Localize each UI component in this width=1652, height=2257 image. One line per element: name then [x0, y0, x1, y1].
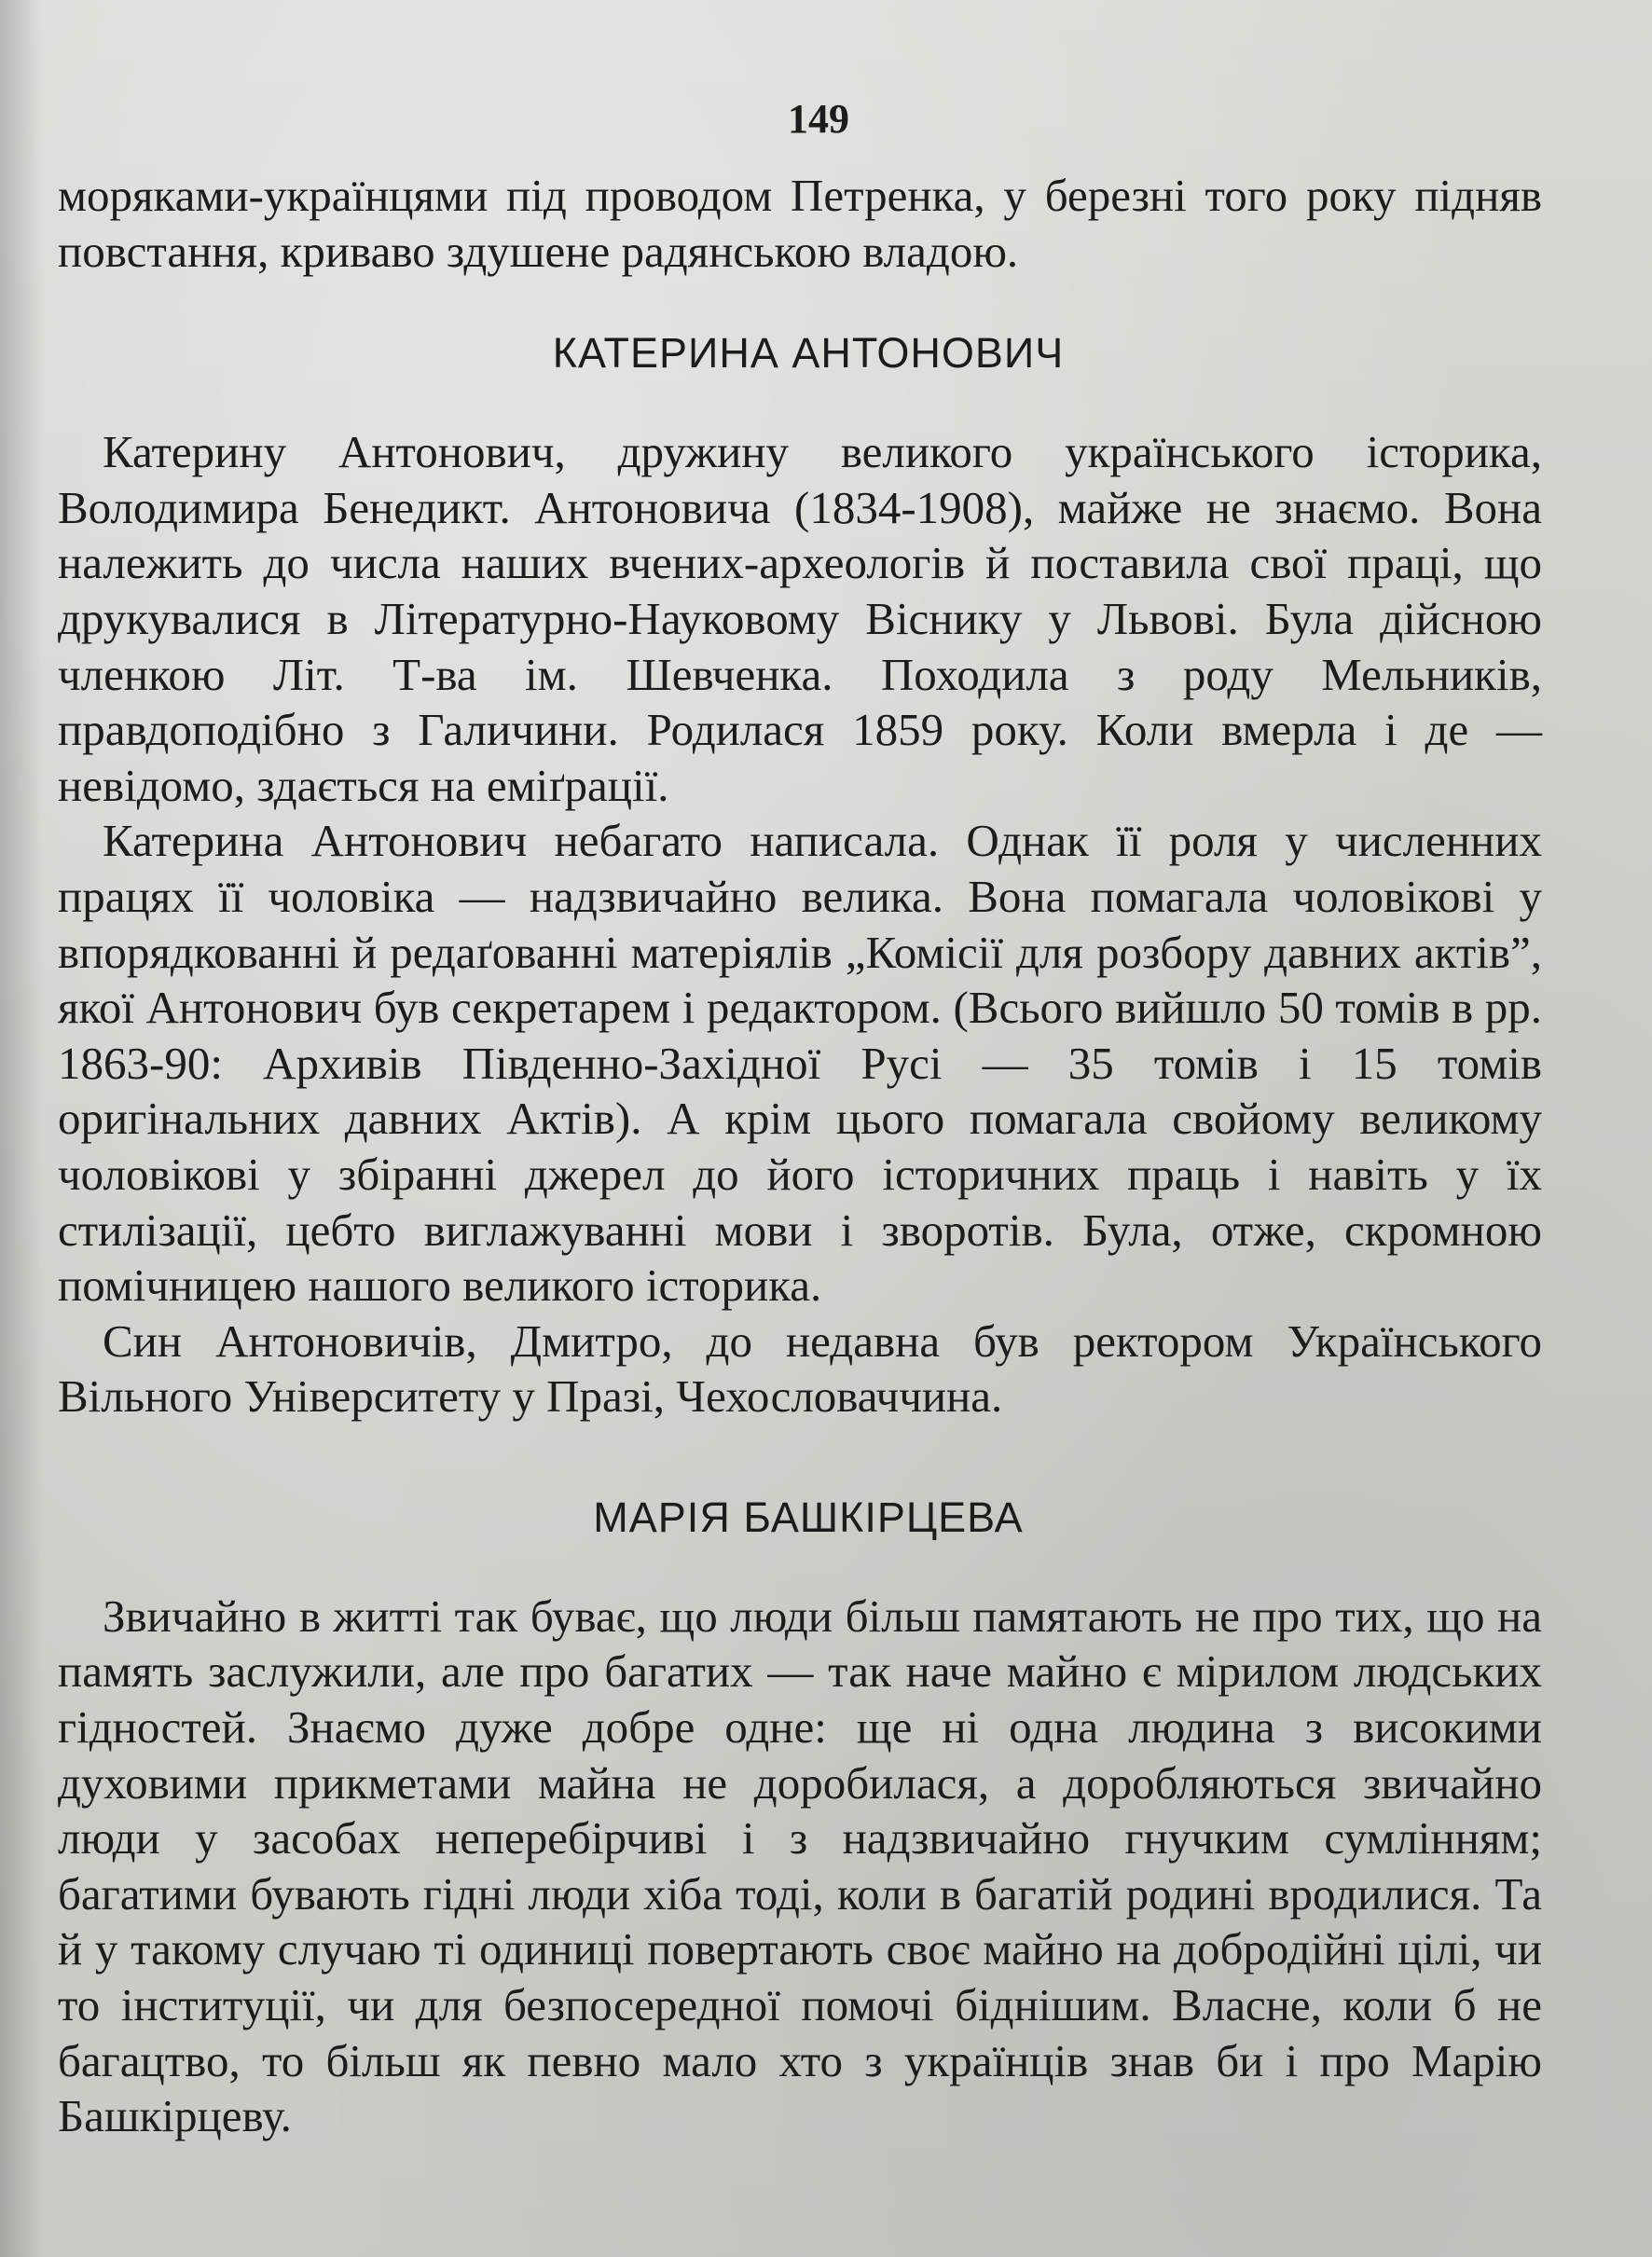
antonovych-paragraph-1: Катерину Антонович, дружину великого українського історика, Володимира Бенедикт. Антоновича (1834-1908), майже не знаємо. Вона належить до числа наших вчених-археологів й поставила свої праці, що друкувалися в Літературно-Науковому Віснику у Львові. Була дійсною членкою Літ. Т-ва ім. Шевченка. Походила з роду Мельників, правдоподібно з Галичини. Родилася 1859 року. Коли вмерла і де — невідомо, здається на еміґрації. [58, 426, 1542, 811]
intro-paragraph: моряками-українцями під проводом Петренка, у березні того року підняв повстання, криваво здушене радянською владою. [58, 170, 1542, 277]
section-title-bashkirtseva: МАРІЯ БАШКІРЦЕВА [593, 1493, 1024, 1541]
bashkirtseva-paragraph-1: Звичайно в житті так буває, що люди більш памятають не про тих, що на память заслужили, але про багатих — так наче майно є мірилом людських гідностей. Знаємо дуже добре одне: ще ні одна людина з високими духовими прикметами майна не доробилася, а доробляються звичайно люди у засобах неперебірчиві і з надзвичайно гнучким сумлінням; багатими бувають гідні люди хіба тоді, коли в багатій родині вродилися. Та й у такому случаю ті одиниці повертають своє майно на добродійні цілі, чи то інституції, чи для безпосередної помочі біднішим. Власне, коли б не багацтво, то більш як певно мало хто з українців знав би і про Марію Башкірцеву. [58, 1590, 1542, 2142]
antonovych-paragraph-2: Катерина Антонович небагато написала. Однак її роля у численних працях її чоловіка — надзвичайно велика. Вона помагала чоловікові у впорядкованні й редаґованні матеріялів „Комісії для розбору давних актів”, якої Антонович був секретарем і редактором. (Всього вийшло 50 томів в рр. 1863-90: Архивів Південно-Західної Русі — 35 томів і 15 томів оригінальних давних Актів). А крім цього помагала свойому великому чоловікові у збіранні джерел до його історичних праць і навіть у їх стилізації, цебто виглажуванні мови і зворотів. Була, отже, скромною помічницею нашого великого історика. [58, 815, 1542, 1312]
antonovych-paragraph-3: Син Антоновичів, Дмитро, до недавна був ректором Українського Вільного Університету у Празі, Чехословаччина. [58, 1314, 1542, 1423]
section-title-antonovych: КАТЕРИНА АНТОНОВИЧ [552, 329, 1065, 378]
page-gutter-shadow [0, 0, 43, 2257]
text-column [58, 91, 1542, 2144]
page-number: 149 [788, 96, 849, 142]
